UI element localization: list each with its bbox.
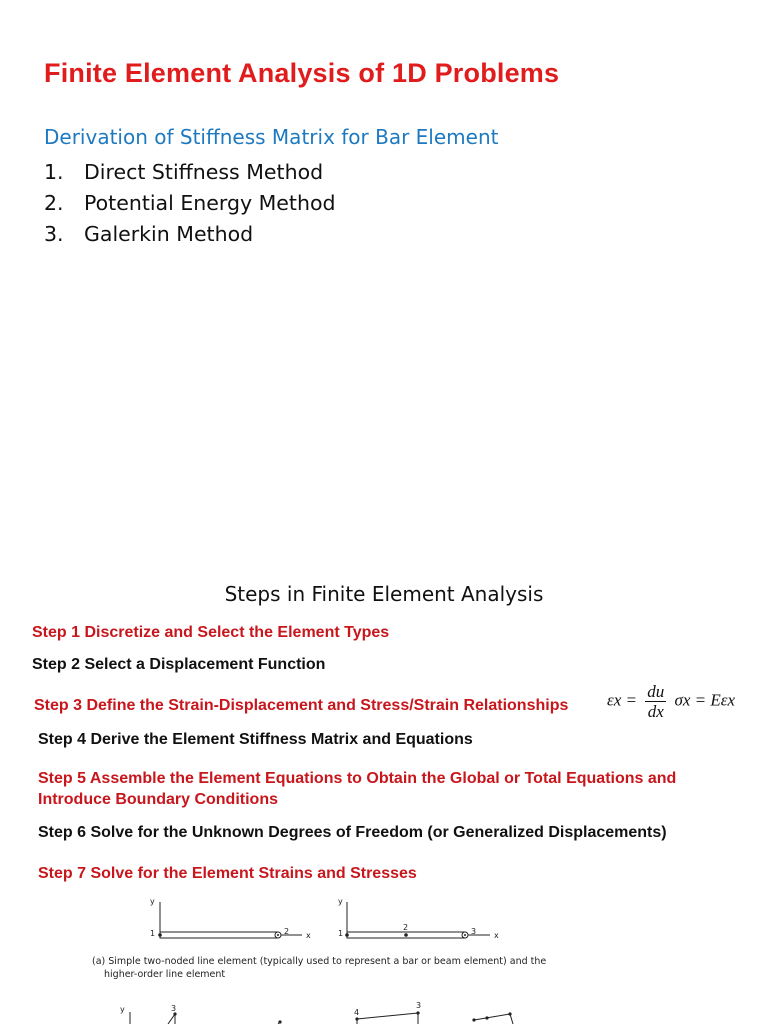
node-dot: [416, 1011, 419, 1014]
node-dot: [508, 1012, 511, 1015]
y-axis-label: y: [150, 897, 155, 906]
node-dot: [404, 933, 408, 937]
step-7: Step 7 Solve for the Element Strains and Stresses: [38, 865, 417, 882]
list-item: [44, 219, 336, 250]
strain-stress-equation: [607, 682, 735, 721]
x-axis-label: x: [494, 931, 499, 940]
list-label: Direct Stiffness Method: [84, 160, 324, 184]
step-1: Step 1 Discretize and Select the Element Types: [32, 624, 390, 641]
section-subtitle: Derivation of Stiffness Matrix for Bar Element: [44, 125, 499, 149]
list-label: Potential Energy Method: [84, 191, 336, 215]
list-label: Galerkin Method: [84, 222, 254, 246]
bar-element: [160, 932, 278, 938]
node-dot: [472, 1018, 475, 1021]
strain-lhs: εx =: [607, 690, 637, 710]
methods-list: [44, 157, 336, 250]
list-item: [44, 157, 336, 188]
y-axis-label: y: [120, 1005, 125, 1014]
fraction-numerator: du: [647, 682, 665, 701]
list-number: 3.: [44, 222, 64, 246]
two-noded-element: [150, 897, 311, 940]
node-dot: [345, 933, 349, 937]
fraction-denominator: dx: [647, 702, 664, 721]
node-dot: [485, 1016, 488, 1019]
node-dot: [355, 1017, 358, 1020]
node-label: 2: [403, 923, 409, 932]
step-5-line-1: Step 5 Assemble the Element Equations to Obtain the Global or Total Equations and: [38, 770, 677, 787]
lower-sub-figures: [120, 1001, 513, 1024]
node-label: 1: [150, 929, 156, 938]
step-2: Step 2 Select a Displacement Function: [32, 656, 326, 673]
list-item: [44, 188, 336, 219]
figure-caption: [92, 955, 562, 981]
step-4: Step 4 Derive the Element Stiffness Matrix and Equations: [38, 731, 473, 748]
node-label: 4: [354, 1008, 360, 1017]
node-label: 2: [284, 927, 290, 936]
list-number: 2.: [44, 191, 64, 215]
step-5-line-2: Introduce Boundary Conditions: [38, 791, 278, 808]
higher-order-element: [338, 897, 499, 940]
x-axis-label: x: [306, 931, 311, 940]
y-axis-label: y: [338, 897, 343, 906]
node-label: 3: [171, 1004, 177, 1013]
stress-equation: σx = Eεx: [674, 690, 735, 710]
list-number: 1.: [44, 160, 64, 184]
steps-heading: Steps in Finite Element Analysis: [224, 582, 544, 606]
node-label: 3: [471, 927, 477, 936]
node-label: 1: [338, 929, 344, 938]
page-title: Finite Element Analysis of 1D Problems: [44, 58, 560, 88]
derivative-fraction: [645, 682, 666, 721]
caption-line-1: (a) Simple two-noded line element (typically used to represent a bar or beam element) and the: [92, 956, 547, 967]
step-3: Step 3 Define the Strain-Displacement and Stress/Strain Relationships: [34, 697, 569, 714]
node-label: 3: [416, 1001, 422, 1010]
caption-line-2: higher-order line element: [104, 969, 226, 980]
step-6: Step 6 Solve for the Unknown Degrees of Freedom (or Generalized Displacements): [38, 824, 667, 841]
node-dot: [158, 933, 162, 937]
